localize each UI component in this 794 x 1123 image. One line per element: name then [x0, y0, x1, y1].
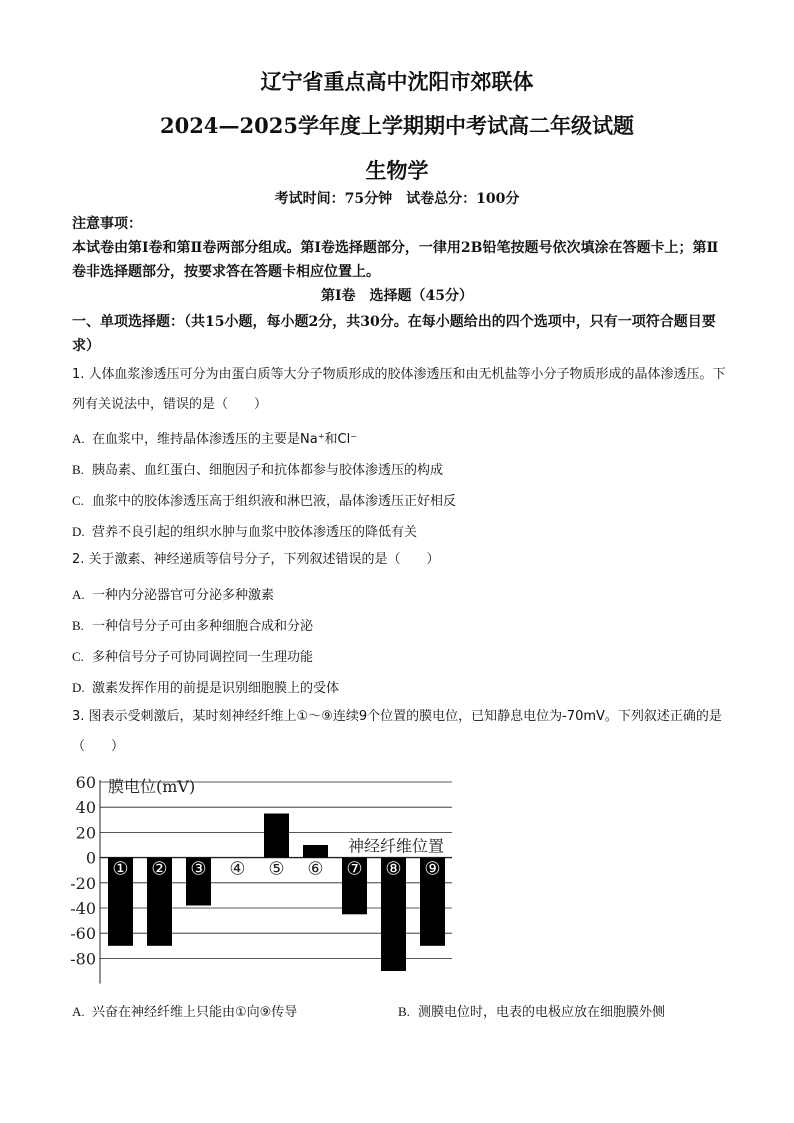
option-text: 胰岛素、血红蛋白、细胞因子和抗体都参与胶体渗透压的构成 [92, 463, 444, 478]
subject-title: 生物学 [365, 158, 429, 183]
option-letter: B. [72, 618, 84, 633]
option-text: 血浆中的胶体渗透压高于组织液和淋巴液，晶体渗透压正好相反 [92, 494, 457, 509]
category-label: ⑨ [424, 858, 441, 880]
question-1-option-b [72, 459, 443, 478]
x-axis-label: 神经纤维位置 [347, 836, 444, 856]
option-letter: A. [72, 431, 85, 446]
option-text: 激素发挥作用的前提是识别细胞膜上的受体 [92, 681, 340, 696]
category-label: ④ [229, 858, 246, 880]
category-label: ⑥ [307, 858, 324, 880]
question-1-option-d [72, 521, 417, 540]
option-letter: D. [72, 524, 85, 539]
category-label: ③ [190, 858, 207, 880]
exam-title: 2024—2025学年度上学期期中考试高二年级试题 [160, 113, 634, 138]
y-tick-label: -40 [70, 899, 96, 918]
option-text: 在血浆中，维持晶体渗透压的主要是Na⁺和Cl⁻ [92, 432, 358, 447]
option-text: 兴奋在神经纤维上只能由①向⑨传导 [92, 1005, 298, 1020]
question-1-option-a [72, 428, 357, 447]
option-letter: B. [72, 462, 84, 477]
bar [264, 814, 289, 858]
bar [303, 845, 328, 858]
notice-heading: 注意事项： [72, 216, 142, 232]
question-1-option-c [72, 490, 456, 509]
category-label: ② [151, 858, 168, 880]
question-2-option-d [72, 677, 339, 696]
question-2-option-c [72, 646, 313, 665]
option-text: 营养不良引起的组织水肿与血浆中胶体渗透压的降低有关 [92, 525, 418, 540]
option-text: 一种内分泌器官可分泌多种激素 [92, 588, 275, 603]
question-3-option-b [398, 1001, 665, 1020]
notice-body: 本试卷由第Ⅰ卷和第Ⅱ卷两部分组成。第Ⅰ卷选择题部分，一律用2B铅笔按题号依次填涂在答题卡上；第Ⅱ卷非选择题部分，按要求答在答题卡相应位置上。 [72, 240, 719, 280]
question-2-stem: 2. 关于激素、神经递质等信号分子，下列叙述错误的是（ ） [72, 552, 440, 567]
option-text: 一种信号分子可由多种细胞合成和分泌 [92, 619, 314, 634]
y-tick-label: 40 [75, 798, 96, 818]
option-text: 多种信号分子可协同调控同一生理功能 [92, 650, 314, 665]
category-label: ⑦ [346, 858, 363, 880]
option-letter: C. [72, 649, 84, 664]
section-instruction: 一、单项选择题：（共15小题，每小题2分，共30分。在每小题给出的四个选项中，只有一项符合题目要求） [72, 314, 716, 354]
question-3-option-a [72, 1001, 297, 1020]
option-text: 测膜电位时，电表的电极应放在细胞膜外侧 [418, 1005, 666, 1020]
y-tick-label: -60 [70, 924, 96, 944]
y-tick-label: 60 [75, 773, 96, 792]
y-tick-label: 0 [85, 848, 96, 868]
question-1-stem: 1. 人体血浆渗透压可分为由蛋白质等大分子物质形成的胶体渗透压和由无机盐等小分子物质形成的晶体渗透压。下列有关说法中，错误的是（ ） [72, 367, 726, 412]
option-letter: B. [398, 1004, 410, 1019]
section-title: 第Ⅰ卷 选择题（45分） [320, 288, 474, 304]
question-2-option-a [72, 584, 274, 603]
y-tick-label: -80 [70, 949, 96, 969]
option-letter: A. [72, 587, 85, 602]
exam-school-title: 辽宁省重点高中沈阳市郊联体 [260, 69, 534, 94]
option-letter: D. [72, 680, 85, 695]
y-tick-label: -20 [70, 873, 96, 893]
category-label: ① [112, 858, 129, 880]
y-axis-label: 膜电位(mV) [108, 777, 196, 796]
exam-meta: 考试时间：75分钟 试卷总分：100分 [274, 191, 520, 207]
option-letter: A. [72, 1004, 85, 1019]
option-letter: C. [72, 493, 84, 508]
question-3-stem: 3. 图表示受刺激后，某时刻神经纤维上①～⑨连续9个位置的膜电位，已知静息电位为-70mV。下列叙述正确的是（ ） [72, 709, 722, 754]
y-tick-label: 20 [75, 823, 96, 843]
category-label: ⑤ [268, 858, 285, 880]
category-label: ⑧ [385, 858, 402, 880]
membrane-potential-chart [60, 770, 470, 992]
question-2-option-b [72, 615, 313, 634]
